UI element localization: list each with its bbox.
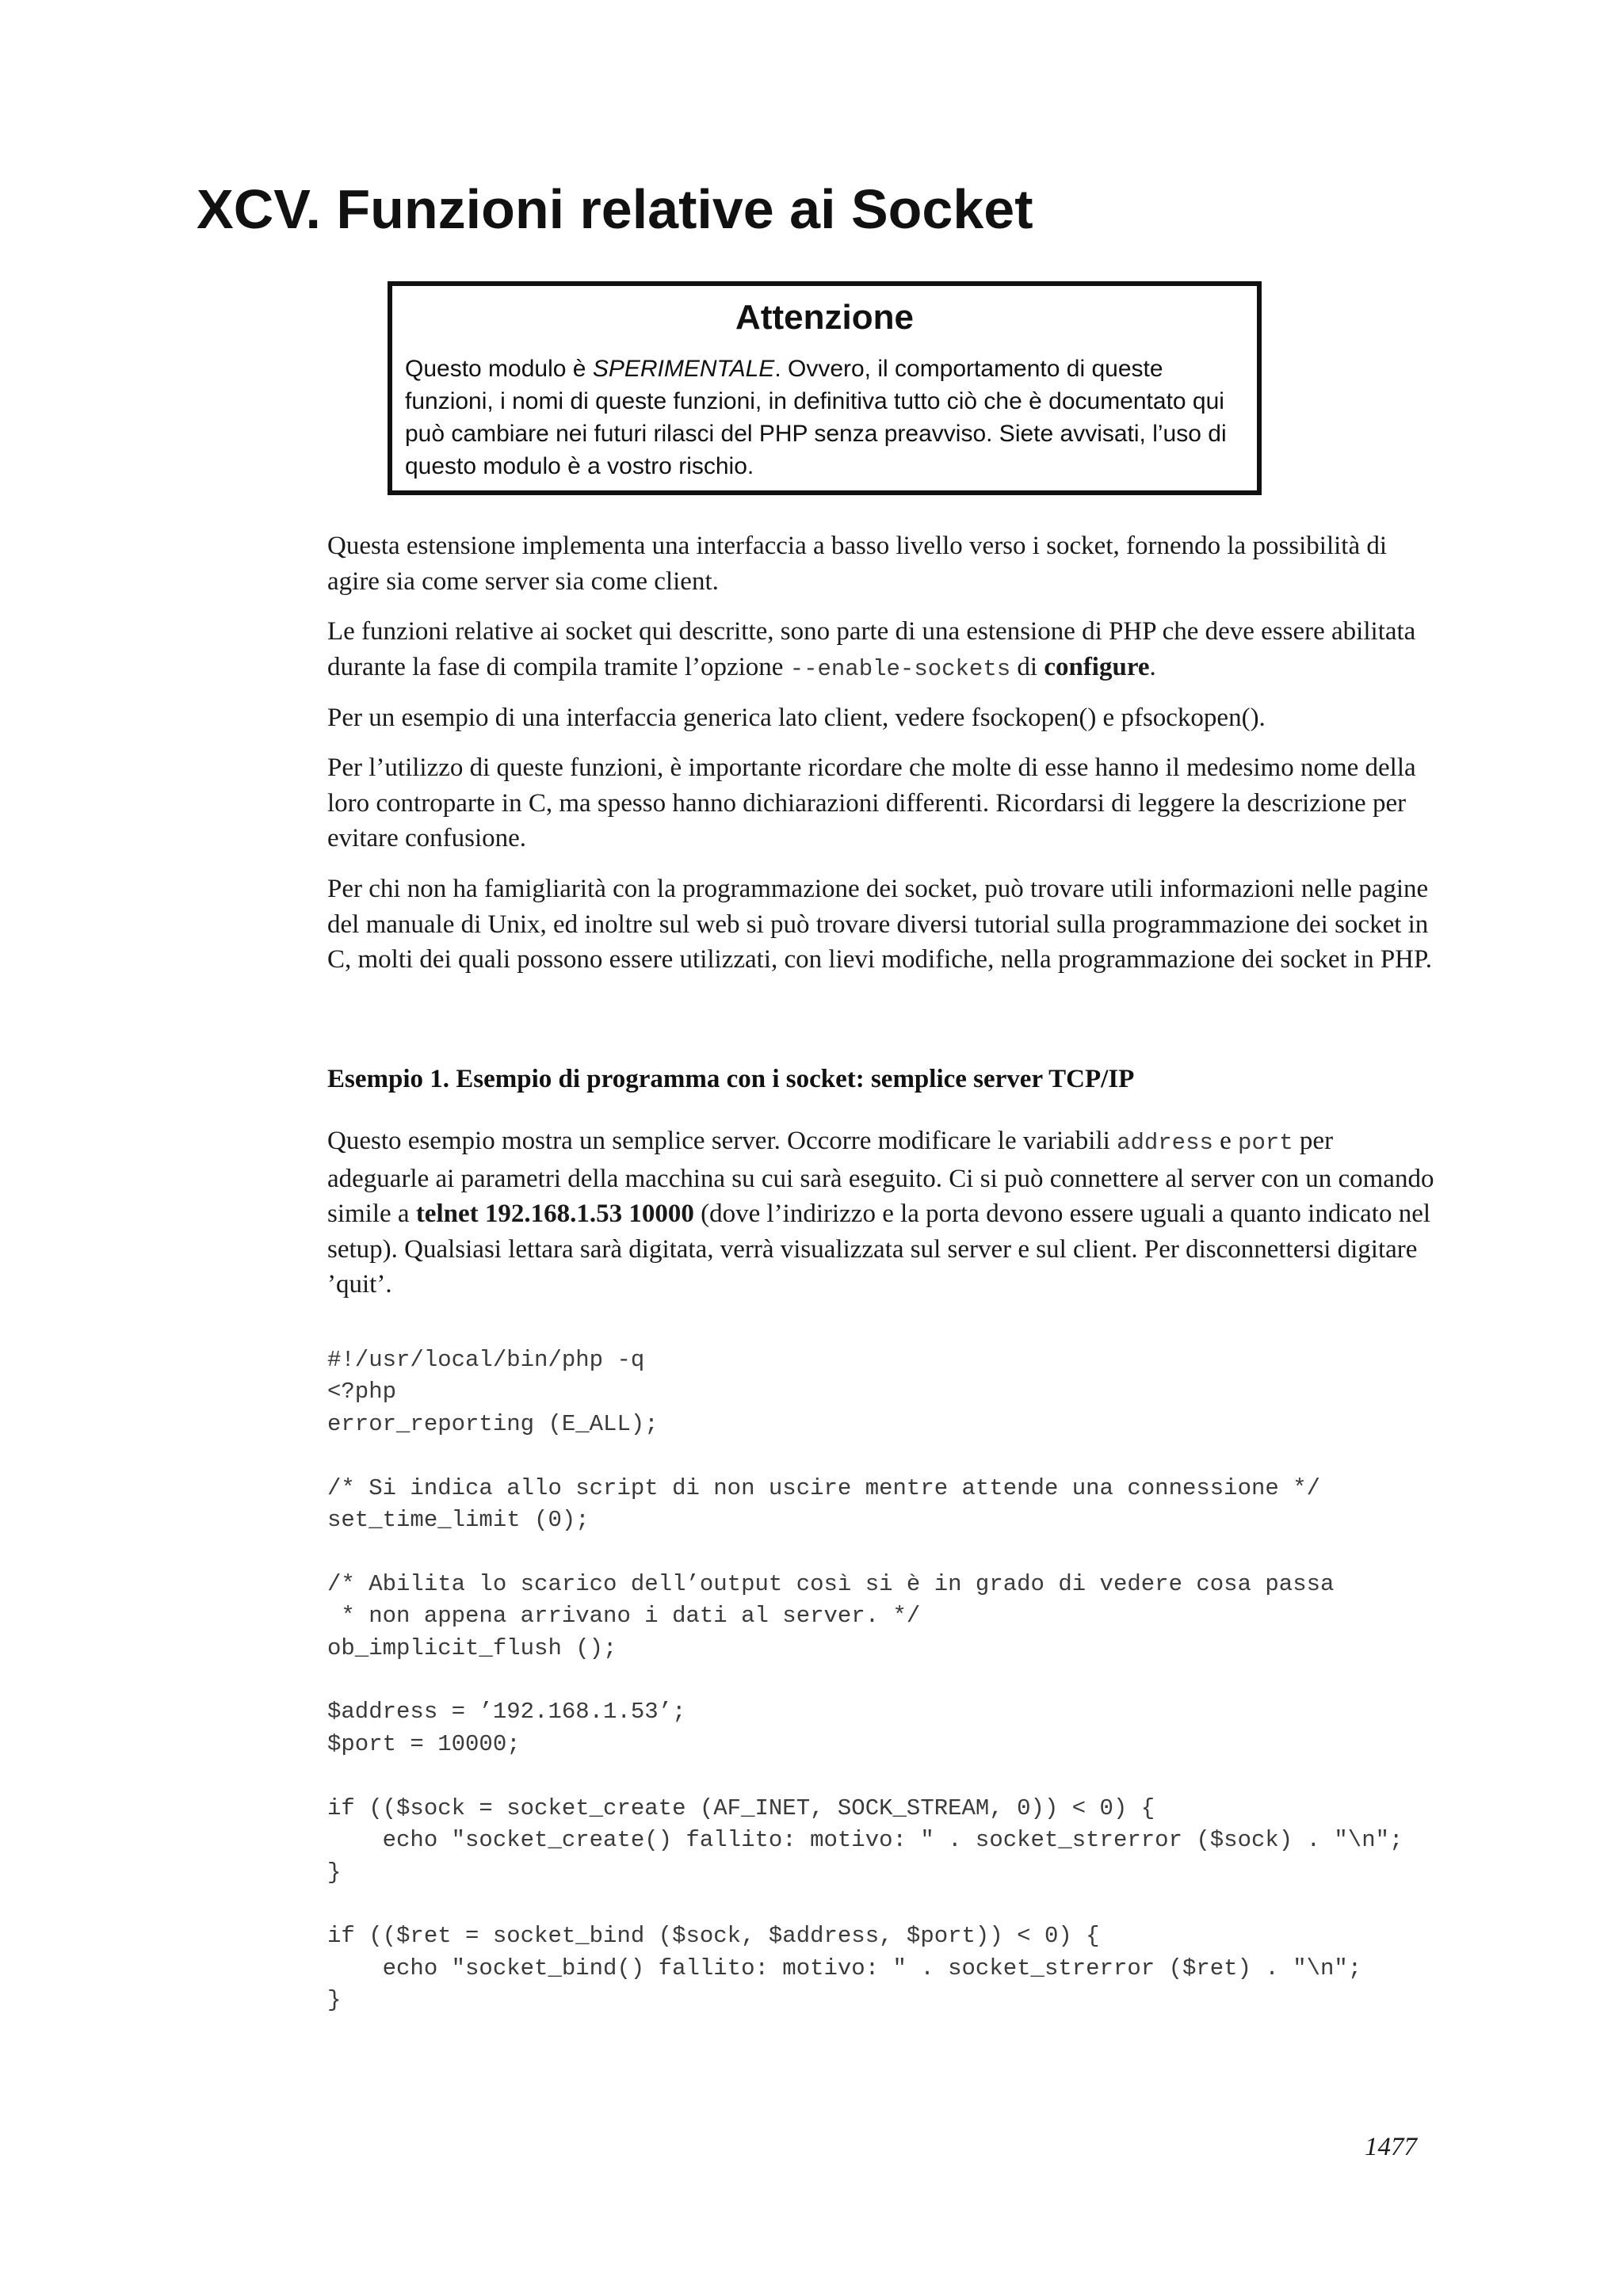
- address-variable-code: address: [1117, 1130, 1213, 1156]
- example-description-text: [327, 1123, 1437, 1302]
- example-desc-part-3: per adeguarle ai parametri della macchina su cui sarà eseguito. Ci si può connettere al server con un comando simile a: [327, 1127, 1434, 1228]
- example-desc-part-4: (dove l’indirizzo e la porta devono essere uguali a quanto indicato nel setup). Qualsiasi lettara sarà digitata, verrà visualizzata sul server e sul client. Per disconnettersi digitare ’quit’.: [327, 1199, 1431, 1299]
- page-number: 1477: [1365, 2133, 1417, 2161]
- compile-text-end: .: [1149, 652, 1156, 681]
- telnet-command: telnet 192.168.1.53 10000: [415, 1199, 694, 1228]
- warning-text-start: Questo modulo è: [405, 356, 593, 383]
- warning-experimental-emphasis: SPERIMENTALE: [592, 356, 775, 383]
- compile-option-code: --enable-sockets: [789, 655, 1011, 682]
- warning-text-end: . Ovvero, il comportamento di queste funzioni, i nomi di queste funzioni, in definitiva tutto ciò che è documentato qui può cambiare nei futuri rilasci del PHP senza preavviso. Siete avvisati, l’uso di questo modulo è a vostro rischio.: [405, 356, 1227, 480]
- configure-keyword: configure: [1044, 652, 1150, 681]
- names-paragraph: [327, 750, 1437, 856]
- client-text: Per un esempio di una interfaccia generica lato client, vedere fsockopen() e pfsockopen().: [327, 704, 1266, 732]
- example-code-block: #!/usr/local/bin/php -q <?php error_reporting (E_ALL); /* Si indica allo script di non uscire mentre attende una connessione */ set_time_limit (0); /* Abilita lo scarico dell’output così si è in grado di vedere cosa passa * non appena arrivano i dati al server. */ ob_implicit_flush (); $address = ’192.168.1.53’; $port = 10000; if (($sock = socket_create (AF_INET, SOCK_STREAM, 0)) < 0) { echo "socket_create() fallito: motivo: " . socket_strerror ($sock) . "\n"; } if (($ret = socket_bind ($sock, $address, $port)) < 0) { echo "socket_bind() fallito: motivo: " . socket_strerror ($ret) . "\n"; }: [327, 1347, 1403, 2014]
- port-variable-code: port: [1238, 1130, 1293, 1156]
- compile-text-start: Le funzioni relative ai socket qui descritte, sono parte di una estensione di PHP che deve essere abilitata durante la fase di compila tramite l’opzione: [327, 617, 1416, 681]
- warning-title: Attenzione: [735, 298, 914, 337]
- intro-paragraph: [327, 528, 1437, 599]
- client-paragraph: [327, 700, 1437, 736]
- example-description: [327, 1123, 1437, 1302]
- tutorials-paragraph: [327, 871, 1437, 978]
- example-desc-part-1: Questo esempio mostra un semplice server. Occorre modificare le variabili: [327, 1127, 1117, 1155]
- tutorials-text: Per chi non ha famigliarità con la programmazione dei socket, può trovare utili informazioni nelle pagine del manuale di Unix, ed inoltre sul web si può trovare diversi tutorial sulla programmazione dei socket in C, molti dei quali possono essere utilizzati, con lievi modifiche, nella programmazione dei socket in PHP.: [327, 875, 1432, 974]
- names-text: Per l’utilizzo di queste funzioni, è importante ricordare che molte di esse hanno il medesimo nome della loro controparte in C, ma spesso hanno dichiarazioni differenti. Ricordarsi di leggere la descrizione per evitare confusione.: [327, 753, 1416, 852]
- warning-text: [405, 353, 1244, 482]
- compile-paragraph: [327, 614, 1437, 687]
- example-heading: Esempio 1. Esempio di programma con i socket: semplice server TCP/IP: [327, 1065, 1135, 1093]
- compile-text: [327, 614, 1437, 687]
- compile-text-middle: di: [1010, 652, 1044, 681]
- intro-text: Questa estensione implementa una interfaccia a basso livello verso i socket, fornendo la possibilità di agire sia come server sia come client.: [327, 532, 1388, 596]
- example-desc-part-2: e: [1212, 1127, 1239, 1155]
- warning-box: [388, 281, 1262, 495]
- page-title: XCV. Funzioni relative ai Socket: [197, 178, 1033, 240]
